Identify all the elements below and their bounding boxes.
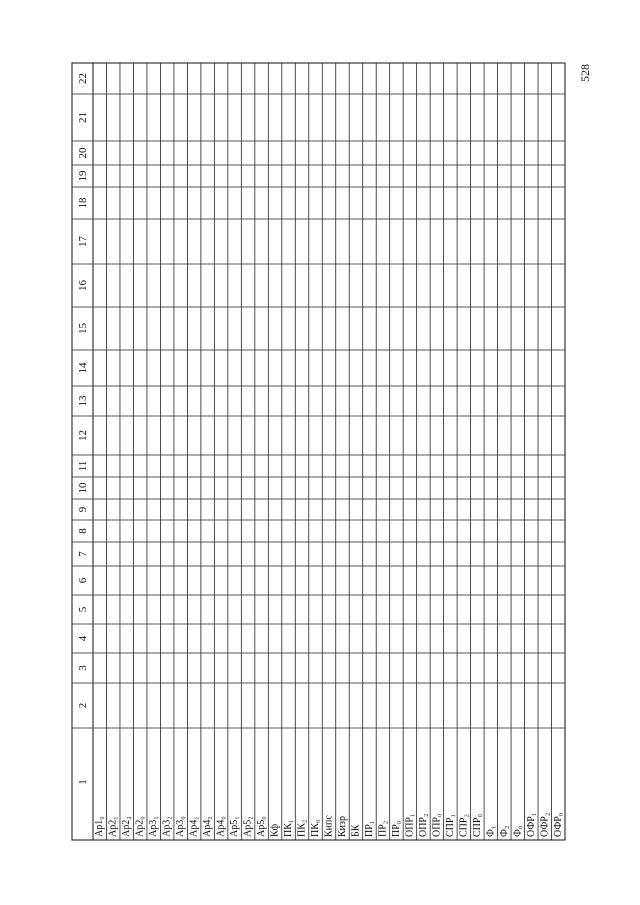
column-header: 11	[77, 460, 89, 472]
row-label: Ар5₀	[256, 816, 268, 837]
row-label: Ф₁	[485, 825, 497, 837]
row-label: Ар2₁	[107, 816, 119, 837]
column-header: 10	[77, 482, 89, 494]
column-header: 17	[77, 236, 89, 247]
column-header: 3	[77, 665, 89, 671]
column-header: 18	[77, 197, 89, 209]
column-header: 13	[77, 395, 89, 407]
column-header: 19	[77, 170, 89, 182]
row-label: Ар5₁	[229, 816, 241, 837]
column-header: 15	[77, 323, 89, 334]
column-header: 21	[77, 112, 89, 123]
row-label: ОПР₂	[417, 813, 429, 837]
row-label: ПК₁	[283, 819, 295, 837]
row-label: Ар3₂	[161, 816, 173, 837]
column-header: 6	[77, 577, 89, 584]
row-label: ОПР₁	[404, 813, 416, 837]
row-label: ПР₂	[377, 820, 389, 837]
row-label: Ар4₂	[202, 816, 214, 837]
row-label: ПР₁	[363, 820, 375, 837]
row-label: Ар2₀	[134, 816, 146, 837]
row-label: Ар3₀	[175, 816, 187, 837]
row-label: Ар4₀	[215, 816, 227, 837]
column-header: 12	[77, 430, 89, 441]
row-label: СПР₀	[471, 814, 483, 837]
column-header: 7	[77, 551, 89, 557]
row-label: Кф	[269, 823, 281, 837]
row-label: Кизр	[336, 816, 348, 837]
row-label: Ф₀	[512, 825, 524, 837]
row-label: Ф₂	[498, 825, 510, 837]
row-label: Ар2₂	[121, 816, 133, 837]
column-header: 2	[77, 702, 89, 709]
row-label: СПР₁	[444, 814, 456, 837]
row-label: ОПР₀	[431, 813, 443, 837]
column-header: 20	[77, 147, 89, 159]
row-label: ОФР₀	[552, 812, 564, 837]
table-border	[72, 63, 565, 840]
row-label: СПР₂	[458, 814, 470, 837]
column-header: 5	[77, 606, 89, 613]
column-header: 8	[77, 528, 89, 534]
column-header: 4	[77, 635, 89, 642]
row-label: ПР₀	[390, 820, 402, 837]
row-label: ПК₂	[296, 819, 308, 837]
column-header: 9	[77, 506, 89, 513]
row-label: Ар3₁	[148, 816, 160, 837]
row-label: Ар1₀	[94, 816, 106, 837]
row-label: ОФР₁	[525, 812, 537, 837]
row-label: Ар4₁	[188, 816, 200, 837]
row-label: Ар5₂	[242, 816, 254, 837]
column-header: 1	[77, 779, 89, 785]
column-header: 22	[77, 73, 89, 84]
page-number: 528	[578, 64, 592, 82]
column-header: 16	[77, 280, 89, 291]
row-label: ПК₀	[310, 819, 322, 837]
row-label: Кипс	[323, 815, 335, 837]
row-label: ОФР₂	[539, 812, 551, 837]
column-header: 14	[77, 362, 89, 374]
row-label: БК	[350, 824, 362, 837]
